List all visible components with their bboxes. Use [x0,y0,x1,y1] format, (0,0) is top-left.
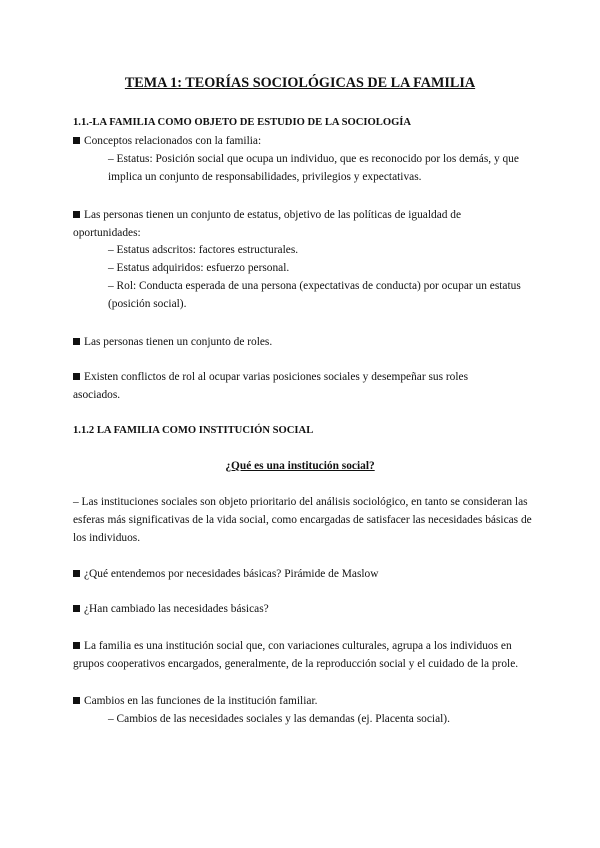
square-bullet-icon [73,642,80,649]
sub-item: – Estatus adquiridos: esfuerzo personal. [108,262,290,274]
sub-item: – Estatus: Posición social que ocupa un individuo, que es reconocido por los demás, y que [108,153,519,165]
bullet-item [73,602,269,616]
bullet-text: Las personas tienen un conjunto de roles. [84,336,273,348]
bullet-item [73,335,272,349]
square-bullet-icon [73,605,80,612]
square-bullet-icon [73,697,80,704]
bullet-text: Existen conflictos de rol al ocupar varias posiciones sociales y desempeñar sus roles [84,371,469,383]
bullet-item [73,370,468,384]
bullet-item [73,134,261,148]
bullet-continuation: grupos cooperativos encargados, generalmente, de la reproducción social y el cuidado de la prole. [73,658,519,670]
paragraph-line: los individuos. [73,532,141,544]
bullet-continuation: oportunidades: [73,227,141,239]
square-bullet-icon [73,211,80,218]
paragraph-line: – Las instituciones sociales son objeto prioritario del análisis sociológico, en tanto se consideran las [73,496,528,508]
page-title: TEMA 1: TEORÍAS SOCIOLÓGICAS DE LA FAMILIA [124,75,476,91]
bullet-text: La familia es una institución social que, con variaciones culturales, agrupa a los individuos en [84,640,512,652]
subheading: ¿Qué es una institución social? [225,460,375,472]
bullet-item [73,567,378,581]
bullet-text: Conceptos relacionados con la familia: [84,135,262,147]
bullet-continuation: asociados. [73,389,121,401]
sub-item: implica un conjunto de responsabilidades, privilegios y expectativas. [108,171,422,183]
section-heading-2: 1.1.2 LA FAMILIA COMO INSTITUCIÓN SOCIAL [73,425,314,436]
sub-item: (posición social). [108,298,187,310]
bullet-text: Las personas tienen un conjunto de estatus, objetivo de las políticas de igualdad de [84,209,462,221]
square-bullet-icon [73,338,80,345]
square-bullet-icon [73,570,80,577]
bullet-item [73,208,461,222]
square-bullet-icon [73,373,80,380]
section-heading-1: 1.1.-LA FAMILIA COMO OBJETO DE ESTUDIO DE LA SOCIOLOGÍA [73,117,412,128]
bullet-text: Cambios en las funciones de la institución familiar. [84,695,318,707]
paragraph-line: esferas más significativas de la vida social, como encargadas de satisfacer las necesidades básicas de [73,514,532,526]
bullet-text: ¿Han cambiado las necesidades básicas? [84,603,269,615]
bullet-item [73,694,317,708]
bullet-text: ¿Qué entendemos por necesidades básicas? Pirámide de Maslow [84,568,379,580]
sub-item: – Estatus adscritos: factores estructurales. [108,244,299,256]
bullet-item [73,639,512,653]
sub-item: – Cambios de las necesidades sociales y las demandas (ej. Placenta social). [108,713,450,725]
square-bullet-icon [73,137,80,144]
sub-item: – Rol: Conducta esperada de una persona (expectativas de conducta) por ocupar un estatus [108,280,521,292]
